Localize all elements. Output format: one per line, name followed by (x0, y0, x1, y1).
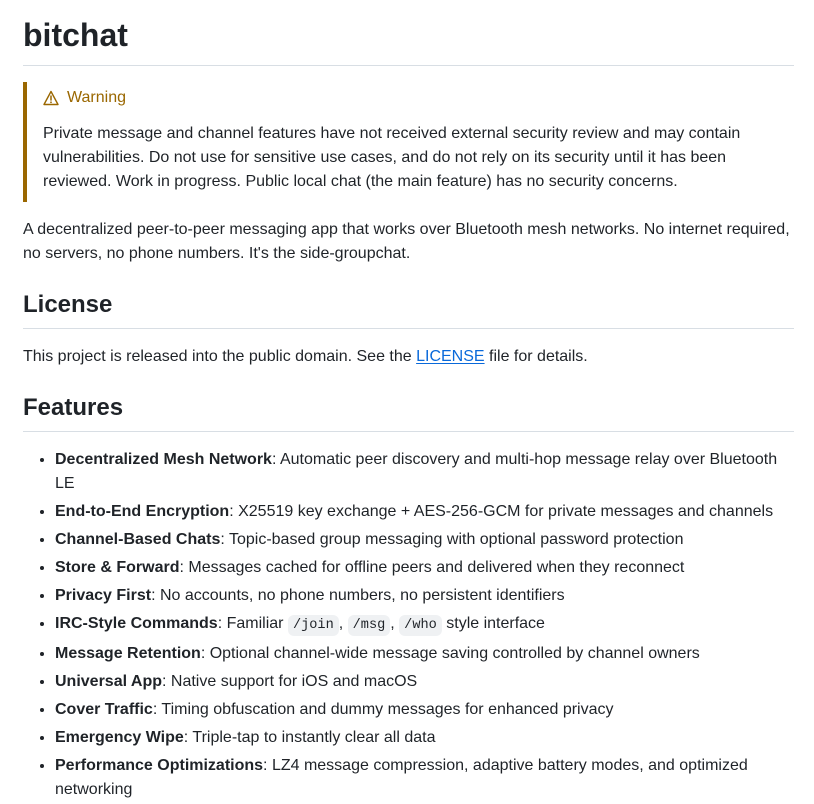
features-list (23, 448, 794, 802)
list-item (55, 698, 794, 722)
list-item (55, 556, 794, 580)
warning-text: Private message and channel features have not received external security review and may contain vulnerabilities. Do not use for sensitive use cases, and do not rely on its security until it has been reviewed. Work in progress. Public local chat (the main feature) has no security concerns. (43, 125, 741, 190)
feature-desc: : Native support for iOS and macOS (162, 673, 418, 690)
page-title: bitchat (23, 0, 794, 66)
warning-callout (23, 82, 794, 202)
feature-name: Decentralized Mesh Network (55, 451, 272, 468)
list-item (55, 612, 794, 638)
license-text-before: This project is released into the public domain. See the (23, 348, 417, 365)
license-link[interactable]: LICENSE (416, 348, 485, 365)
separator: , (338, 615, 348, 632)
list-item (55, 584, 794, 608)
separator: , (390, 615, 400, 632)
license-text-after: file for details. (484, 348, 588, 365)
feature-name: Privacy First (55, 587, 152, 604)
command-who: /who (399, 615, 442, 636)
feature-name: Cover Traffic (55, 701, 153, 718)
feature-name: Emergency Wipe (55, 729, 184, 746)
feature-name: Universal App (55, 673, 162, 690)
warning-label: Warning (67, 89, 126, 106)
feature-desc-tail: style interface (441, 615, 545, 632)
feature-desc: : Optional channel-wide message saving controlled by channel owners (200, 645, 700, 662)
license-heading: License (23, 290, 794, 329)
feature-desc: : Topic-based group messaging with optional password protection (220, 531, 684, 548)
list-item (55, 726, 794, 750)
feature-desc: : Triple-tap to instantly clear all data (183, 729, 436, 746)
feature-name: Performance Optimizations (55, 757, 264, 774)
feature-desc: : Messages cached for offline peers and delivered when they reconnect (179, 559, 685, 576)
feature-desc: : Familiar (217, 615, 288, 632)
warning-header (43, 86, 778, 110)
feature-desc: : Timing obfuscation and dummy messages for enhanced privacy (152, 701, 614, 718)
command-join: /join (288, 615, 339, 636)
list-item (55, 642, 794, 666)
feature-name: End-to-End Encryption (55, 503, 230, 520)
feature-name: Store & Forward (55, 559, 180, 576)
intro-paragraph: A decentralized peer-to-peer messaging app that works over Bluetooth mesh networks. No internet required, no servers, no phone numbers. It's the side-groupchat. (23, 221, 790, 262)
feature-desc: : Automatic peer discovery and multi-hop message relay over Bluetooth LE (55, 451, 778, 492)
list-item (55, 448, 794, 496)
list-item (55, 670, 794, 694)
feature-name: Message Retention (55, 645, 201, 662)
list-item (55, 528, 794, 552)
feature-desc: : LZ4 message compression, adaptive battery modes, and optimized networking (55, 757, 748, 798)
feature-desc: : X25519 key exchange + AES-256-GCM for private messages and channels (229, 503, 774, 520)
feature-name: Channel-Based Chats (55, 531, 221, 548)
warning-icon (43, 90, 59, 106)
command-msg: /msg (348, 615, 391, 636)
features-heading: Features (23, 393, 794, 432)
feature-desc: : No accounts, no phone numbers, no persistent identifiers (151, 587, 565, 604)
list-item (55, 754, 794, 802)
list-item (55, 500, 794, 524)
feature-name: IRC-Style Commands (55, 615, 218, 632)
license-paragraph (23, 345, 794, 369)
